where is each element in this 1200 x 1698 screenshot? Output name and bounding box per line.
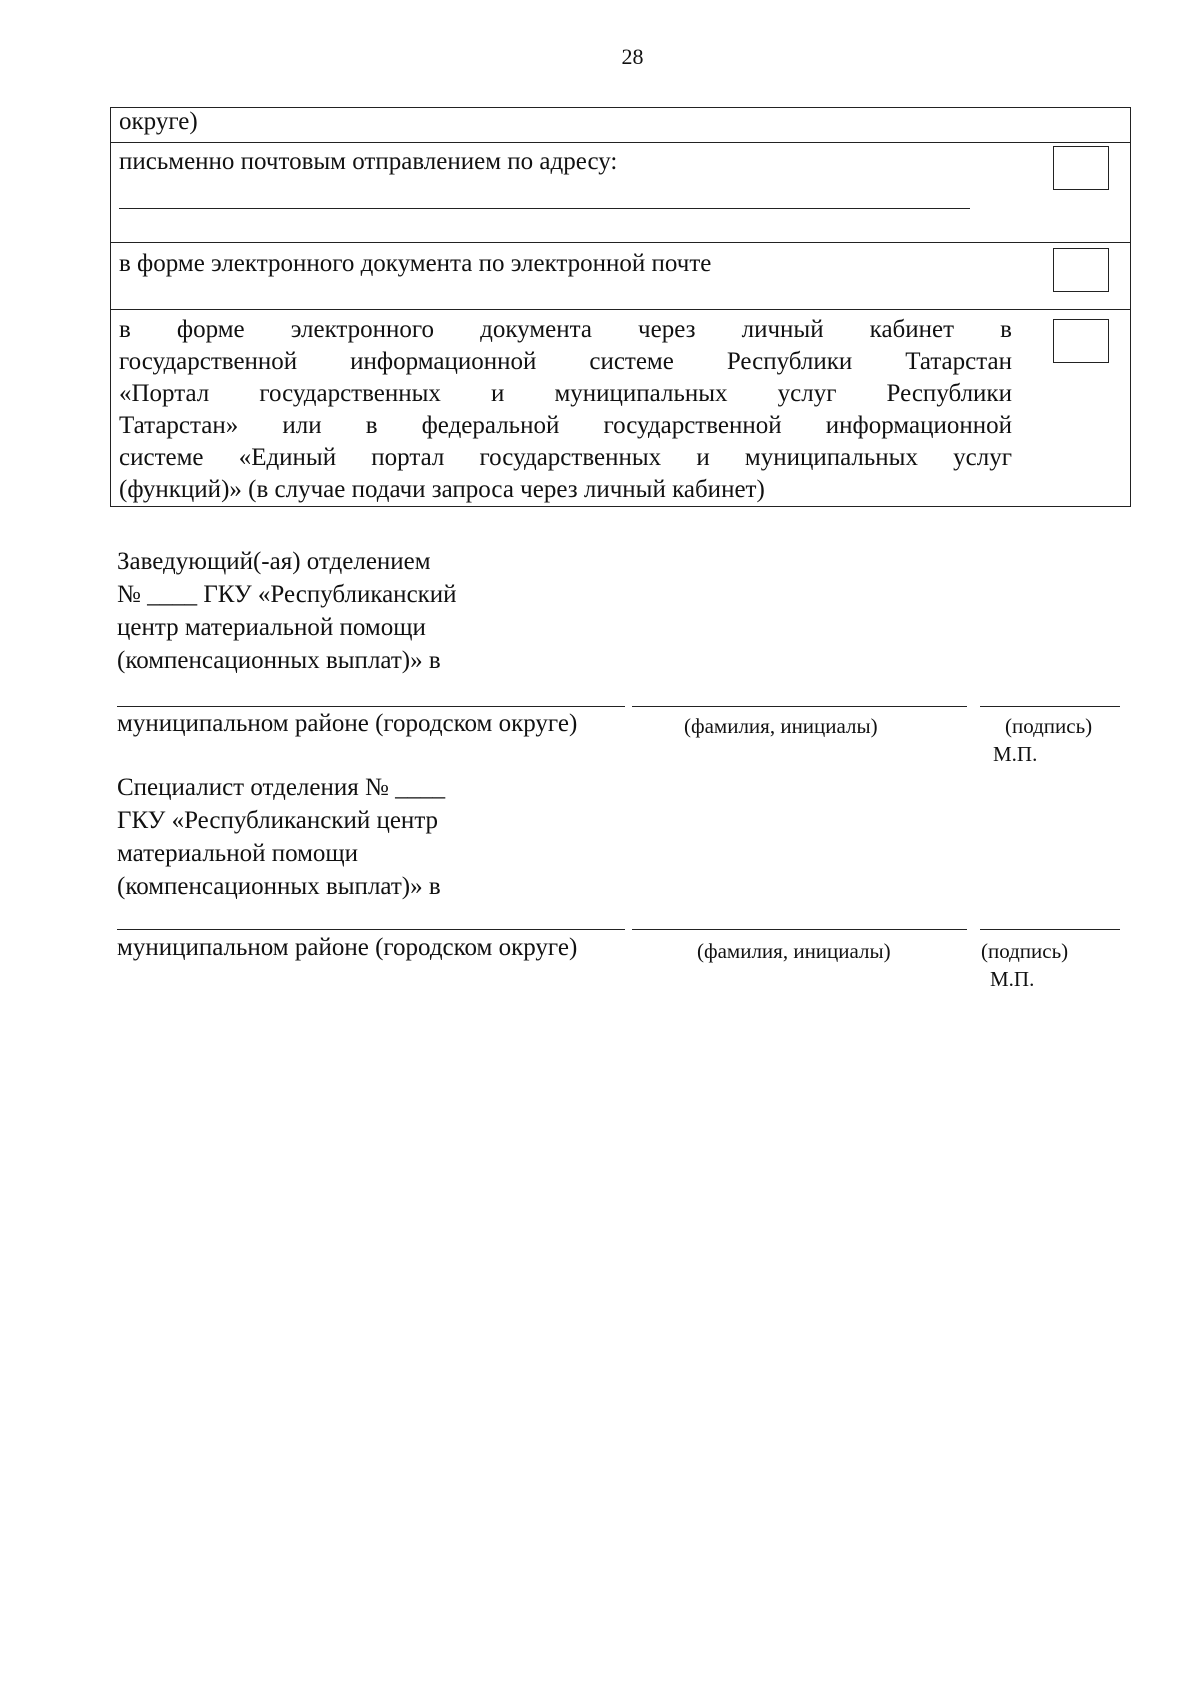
last-line: (функций)» (в случае подачи запроса через личный кабинет) [119, 476, 765, 503]
word: «Портал [119, 380, 210, 407]
name-line [632, 706, 967, 707]
justified-line [119, 378, 1012, 410]
word: государственной [603, 412, 782, 439]
district-caption: муниципальном районе (городском округе) [117, 934, 578, 961]
word: форме [176, 316, 245, 343]
word: Республики [726, 348, 853, 375]
name-caption: (фамилия, инициалы) [697, 939, 891, 963]
justified-line [119, 346, 1012, 378]
table-divider [111, 309, 1130, 310]
delivery-method-table [110, 107, 1131, 507]
signature-line [980, 929, 1120, 930]
district-line [117, 929, 625, 930]
row-email-label: в форме электронного документа по электронной почте [119, 250, 712, 277]
word: услуг [953, 444, 1012, 471]
word: государственных [259, 380, 441, 407]
word: личный [741, 316, 824, 343]
word: документа [480, 316, 592, 343]
table-divider [111, 142, 1130, 143]
word: информационной [825, 412, 1012, 439]
signature-line [980, 706, 1120, 707]
row-post-label: письменно почтовым отправлением по адресу: [119, 148, 618, 175]
portal-checkbox[interactable] [1053, 319, 1109, 363]
word: системе [589, 348, 674, 375]
justified-line [119, 314, 1012, 346]
word: государственных [479, 444, 662, 471]
word: федеральной [421, 412, 560, 439]
name-caption: (фамилия, инициалы) [684, 714, 878, 738]
table-divider [111, 242, 1130, 243]
head-of-department-title: Заведующий(-ая) отделением № ____ ГКУ «Республиканский центр материальной помощи (компенсационных выплат)» в [117, 548, 457, 674]
word: услуг [777, 380, 837, 407]
stamp-placeholder: М.П. [993, 742, 1038, 766]
word: и [491, 380, 505, 407]
word: муниципальных [554, 380, 728, 407]
word: информационной [350, 348, 537, 375]
district-caption: муниципальном районе (городском округе) [117, 710, 578, 737]
signature-caption: (подпись) [1005, 714, 1093, 738]
word: и [696, 444, 710, 471]
word: Татарстан» [119, 412, 239, 439]
word: Татарстан [905, 348, 1012, 375]
word: в [1000, 316, 1012, 343]
word: или [282, 412, 322, 439]
word: муниципальных [744, 444, 918, 471]
post-checkbox[interactable] [1053, 146, 1109, 190]
row-continuation-text: округе) [119, 108, 198, 135]
word: государственной [119, 348, 298, 375]
word: кабинет [869, 316, 955, 343]
word: системе [119, 444, 204, 471]
page-number: 28 [621, 44, 644, 69]
district-line [117, 706, 625, 707]
word: портал [371, 444, 445, 471]
word: «Единый [238, 444, 337, 471]
word: в [119, 316, 131, 343]
row-portal-text [119, 314, 1012, 506]
signature-caption: (подпись) [981, 939, 1069, 963]
name-line [632, 929, 967, 930]
specialist-title: Специалист отделения № ____ ГКУ «Республиканский центр материальной помощи (компенсационных выплат)» в [117, 774, 446, 900]
word: Республики [886, 380, 1012, 407]
justified-line [119, 442, 1012, 474]
address-blank-line [119, 208, 970, 209]
word: через [638, 316, 696, 343]
word: электронного [290, 316, 435, 343]
stamp-placeholder: М.П. [990, 967, 1035, 991]
justified-line [119, 410, 1012, 442]
email-checkbox[interactable] [1053, 248, 1109, 292]
word: в [365, 412, 378, 439]
